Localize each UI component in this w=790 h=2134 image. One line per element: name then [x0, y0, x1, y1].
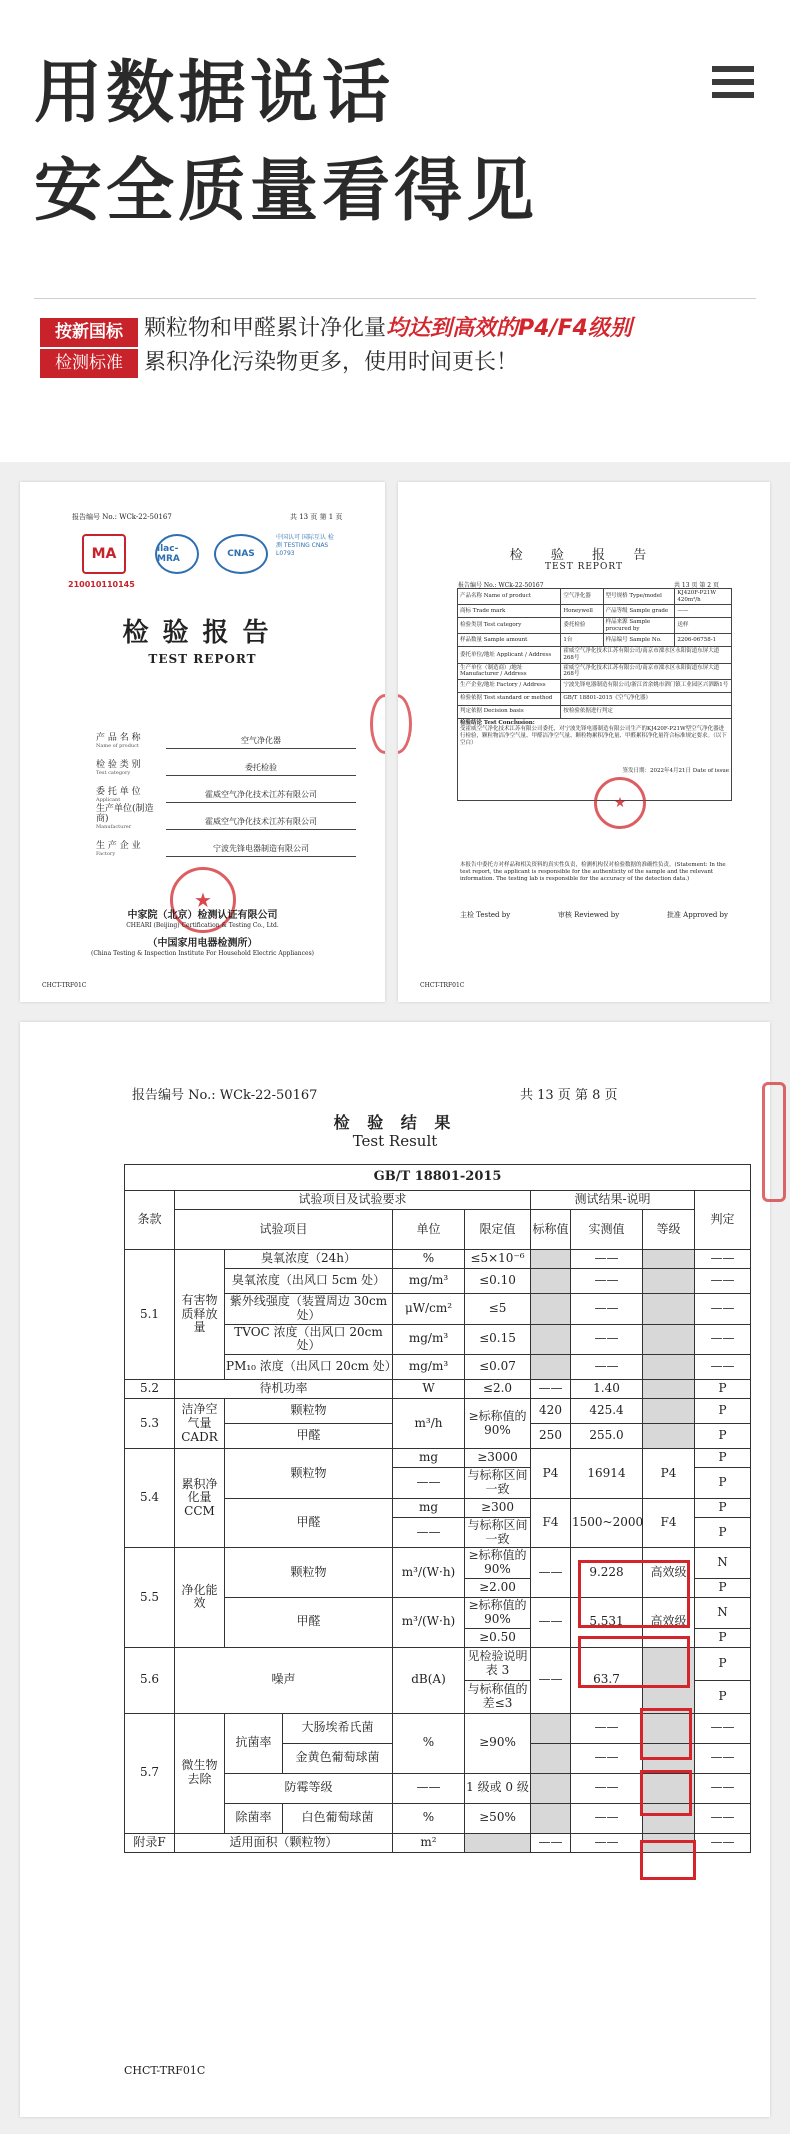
official-seal-icon: ★	[594, 777, 646, 829]
edge-seal-icon	[762, 1082, 786, 1202]
issuer-name-en: CHEARI (Beijing) Certification & Testing Co., Ltd.	[126, 922, 279, 929]
statement-note: 本报告中委托方对样品和相关资料的真实性负责，检测机构仅对检验数据的准确性负责。(Statement: In the test report, the applicant is responsible for the authenticity of the sample and the relevant information. The testing lab is responsible for the accuracy of the detection data.)	[460, 862, 726, 883]
cover-subtitle: TEST REPORT	[148, 652, 257, 666]
noise-value: 63.7	[571, 1647, 643, 1713]
claim-line2: 累积净化污染物更多，使用时间更长！	[144, 350, 519, 375]
edge-seal-icon	[398, 694, 412, 754]
page-number: 共 13 页 第 1 页	[290, 513, 343, 521]
badge-line1: 按新国标	[40, 318, 138, 347]
field-category: 检 验 类 别 Test category 委托检验	[96, 751, 356, 776]
efficiency-particle-value: 9.228	[571, 1548, 643, 1598]
badge-line2: 检测标准	[40, 349, 138, 378]
issuer-subname-en: (China Testing & Inspection Institute For Household Electric Appliances)	[91, 950, 314, 957]
cover-title: 检验报告	[122, 618, 283, 648]
ccm-formaldehyde-grade: F4	[643, 1498, 695, 1548]
cover-fields	[96, 724, 356, 859]
ccm-particle-value: 16914	[571, 1449, 643, 1499]
result-subtitle: Test Result	[352, 1132, 438, 1150]
result-title: 检 验 结 果	[333, 1113, 457, 1132]
standard-name: GB/T 18801-2015	[125, 1165, 751, 1191]
report-info-page[interactable]	[398, 482, 770, 1002]
field-applicant: 委 托 单 位 Applicant 霍威空气净化技术江苏有限公司	[96, 778, 356, 803]
ilac-mra-logo-icon: ilac-MRA	[155, 534, 199, 574]
page-number: 共 13 页 第 2 页	[674, 582, 719, 589]
form-code: CHCT-TRF01C	[42, 982, 87, 989]
divider	[34, 298, 756, 299]
hamburger-menu-icon[interactable]	[712, 66, 758, 100]
signature-row	[460, 910, 728, 920]
hero-title-line1: 用数据说话	[34, 54, 395, 133]
hero-title-line2: 安全质量看得见	[34, 152, 539, 231]
efficiency-formaldehyde-grade: 高效级	[643, 1597, 695, 1647]
issuer-subname: （中国家用电器检测所）	[147, 938, 258, 949]
result-table: GB/T 18801-2015 条款 试验项目及试验要求 测试结果-说明 判定 试验项目 单位 限定值 标称值 实测值 等级 5.1 有害物质释放量 臭氧浓度（24h） % ≤5×10⁻⁶ —— —— 臭氧浓度（出风口 5cm 处） mg/m³ ≤0.10 —— —— 紫外线强度（装置周边 30cm 处） μW/cm² ≤5 —— —— TVOC 浓度（出风口 20cm 处） mg/m³ ≤0.15 —— —— PM₁₀ 浓度（出风口 20cm 处） mg/m³ ≤0.07 —— —— 5.2 待机功率 W ≤2.0 —— 1.40 P 5.3 洁净空气量 CADR 颗粒物 m³/h ≥标称值的 90% 420 425.4 P 甲醛 250 255.0 P 5.4 累积净化量 CCM 颗粒物 mg ≥3000 P4 16914 P4 P —— 与标称区间一致 P 甲醛 mg ≥300 F4 1500~2000 F4 P —— 与标称区间一致 P 5.5 净化能效 颗粒物 m³/(W·h) ≥标称值的 90% —— 9.228 高效级 N ≥2.00 P 甲醛 m³/(W·h) ≥标称值的 90% —— 5.531 高效级 N ≥0.50 P 5.6 噪声 dB(A) 见检验说明表 3 —— 63.7 P 与标称值的差≤3 P 5.7 微生物去除 抗菌率 大肠埃希氏菌 % ≥90% —— —— 金黄色葡萄球菌 —— —— 防霉等级 —— 1 级或 0 级 —— —— 除菌率 白色葡萄球菌 % ≥50% —— —— 附录F 适用面积（颗粒物） m² —— —— ——	[124, 1164, 751, 1853]
report-number: 报告编号 No.: WCk-22-50167	[72, 513, 172, 521]
form-code: CHCT-TRF01C	[124, 2064, 206, 2077]
standard-badge	[40, 318, 138, 378]
edge-seal-icon	[370, 694, 385, 754]
info-table: 产品名称 Name of product 空气净化器 型号规格 Type/model KJ420F-P21W 420m³/h 商标 Trade mark Honeywell 产品等级 Sample grade —— 检验类别 Test category 委托检验 样品来源 Sample procured by 送样 样品数量 Sample amount 1台 样品编号 Sample No. 2206-06758-1 委托单位/地址 Applicant / Address 霍威空气净化技术江苏有限公司/南京市溧水区永阳街道东屏大道268号 生产单位（制造商）/地址 Manufacturer / Address 霍威空气净化技术江苏有限公司/南京市溧水区永阳街道东屏大道268号 生产企业/地址 Factory / Address 宁波先锋电器制造有限公司/浙江省余姚市泗门镇工业园区兴泗路1号 检验依据 Test standard or method GB/T 18801-2015《空气净化器》 判定依据 Decision basis 按检验依据进行判定 检验结论 Test Conclusion: 受霍威空气净化技术江苏有限公司委托，对宁波先锋电器制造有限公司生产的KJ420F-P21W型空气净化器进行检验，颗粒物洁净空气量、甲醛洁净空气量、颗粒物累积净化量、甲醛累积净化量符合标准规定要求。（以下空白） 签发日期：2022年4月21日 Date of issue	[457, 588, 732, 801]
cnas-text: 中国认可 国际互认 检测 TESTING CNAS L0793	[276, 534, 334, 557]
official-seal-icon: ★	[170, 867, 236, 933]
report-number: 报告编号 No.: WCk-22-50167	[132, 1088, 318, 1103]
field-manufacturer: 生产单位(制造商) Manufacturer 霍威空气净化技术江苏有限公司	[96, 805, 356, 830]
cnas-logo-icon: CNAS	[214, 534, 268, 574]
info-subtitle: TEST REPORT	[544, 562, 623, 572]
standby-value: 1.40	[571, 1380, 643, 1399]
ccm-formaldehyde-value: 1500~2000	[571, 1498, 643, 1548]
claim-line1	[144, 318, 632, 340]
certificate-gallery	[0, 462, 790, 2134]
cadr-particle-value: 425.4	[571, 1399, 643, 1424]
issuer-name: 中家院（北京）检测认证有限公司	[127, 910, 278, 921]
efficiency-formaldehyde-value: 5.531	[571, 1597, 643, 1647]
reviewed-by: 审核 Reviewed by	[557, 911, 620, 919]
efficiency-particle-grade: 高效级	[643, 1548, 695, 1598]
claim-text: 颗粒物和甲醛累计净化量	[144, 316, 387, 341]
form-code: CHCT-TRF01C	[420, 982, 465, 989]
hero-section	[0, 0, 790, 420]
cma-logo-icon: MA	[82, 534, 126, 574]
info-title: 检 验 报 告	[509, 548, 659, 563]
claim-highlight: 均达到高效的P4/F4级别	[386, 316, 632, 341]
report-number: 报告编号 No.: WCk-22-50167	[458, 582, 544, 589]
ccm-particle-grade: P4	[643, 1449, 695, 1499]
cadr-formaldehyde-value: 255.0	[571, 1424, 643, 1449]
field-product: 产 品 名 称 Name of product 空气净化器	[96, 724, 356, 749]
approved-by: 批准 Approved by	[666, 911, 728, 919]
test-result-page[interactable]	[20, 1022, 770, 2117]
report-cover-page[interactable]	[20, 482, 385, 1002]
page-number: 共 13 页 第 8 页	[520, 1088, 618, 1103]
cma-code: 210010110145	[68, 580, 135, 589]
field-factory: 生 产 企 业 Factory 宁波先锋电器制造有限公司	[96, 832, 356, 857]
tested-by: 主检 Tested by	[460, 911, 511, 919]
